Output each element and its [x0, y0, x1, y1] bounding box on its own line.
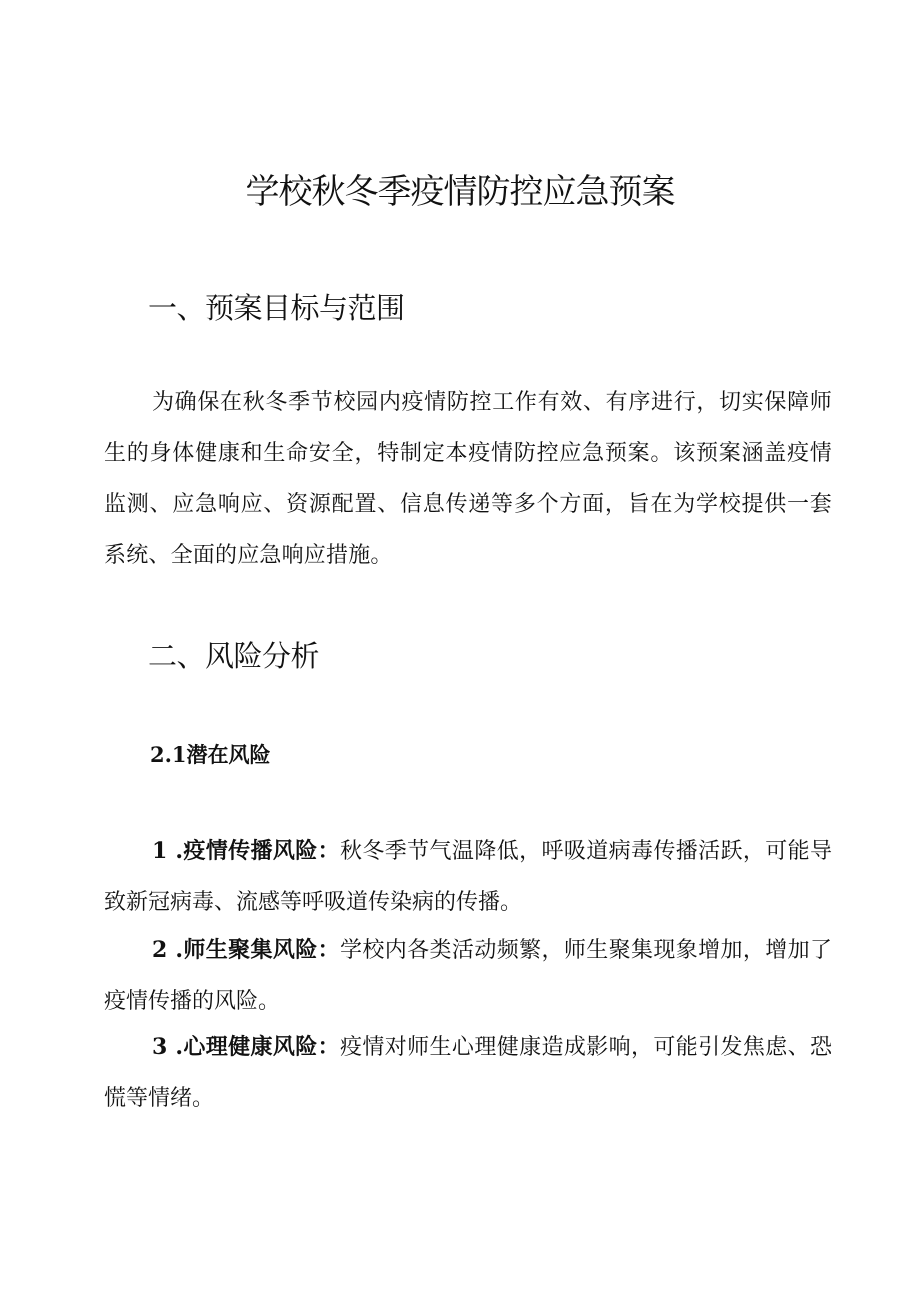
list-item [104, 1022, 832, 1124]
list-item-number: 3 . [152, 1034, 184, 1060]
list-item-number: 1 . [152, 838, 184, 864]
section-heading-goals-scope: 一、预案目标与范围 [148, 291, 405, 325]
section-heading-risk-analysis: 二、风险分析 [148, 639, 320, 673]
document-title: 学校秋冬季疫情防控应急预案 [245, 172, 675, 212]
list-item-label: 师生聚集风险： [183, 937, 341, 963]
list-item-text: 学校内各类活动频繁，师生聚集现象增加，增加了疫情传播的风险。 [104, 938, 832, 1014]
list-item [104, 826, 832, 928]
list-item-text: 疫情对师生心理健康造成影响，可能引发焦虑、恐慌等情绪。 [104, 1035, 832, 1111]
subsection-heading-potential-risks: 2.1潜在风险 [150, 742, 271, 767]
list-item-label: 疫情传播风险： [183, 838, 341, 864]
list-item [104, 925, 832, 1027]
section-paragraph-intro: 为确保在秋冬季节校园内疫情防控工作有效、有序进行，切实保障师生的身体健康和生命安全，特制定本疫情防控应急预案。该预案涵盖疫情监测、应急响应、资源配置、信息传递等多个方面，旨在为学校提供一套系统、全面的应急响应措施。 [104, 390, 832, 568]
list-item-label: 心理健康风险： [183, 1034, 341, 1060]
list-item-text: 秋冬季节气温降低，呼吸道病毒传播活跃，可能导致新冠病毒、流感等呼吸道传染病的传播。 [104, 839, 832, 915]
list-item-number: 2 . [152, 937, 184, 963]
